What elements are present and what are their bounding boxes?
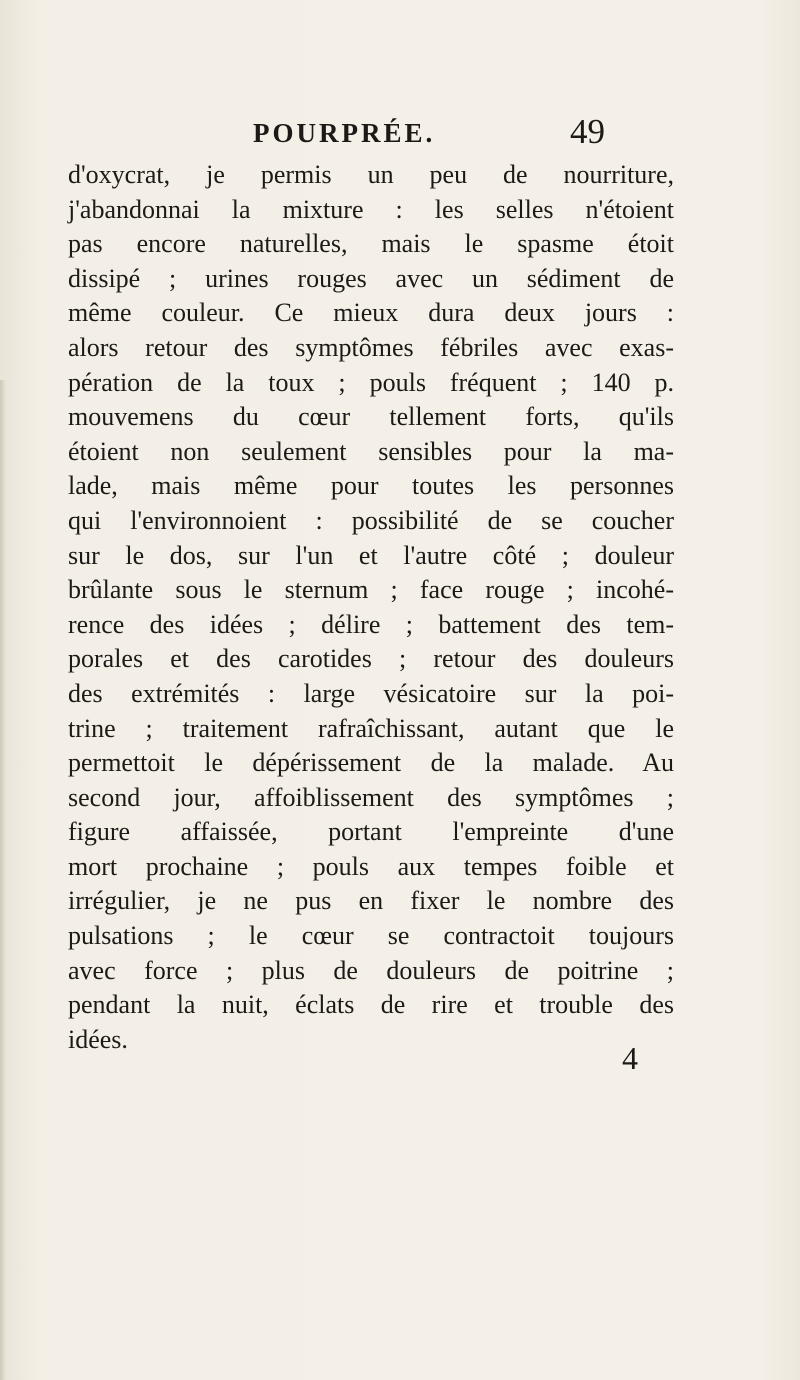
text-line: avec force ; plus de douleurs de poitrine ; bbox=[68, 955, 674, 985]
body-text bbox=[68, 158, 674, 1057]
text-line: figure affaissée, portant l'empreinte d'une bbox=[68, 817, 674, 847]
text-line: dissipé ; urines rouges avec un sédiment de bbox=[68, 263, 674, 293]
text-line: permettoit le dépérissement de la malade. Au bbox=[68, 748, 674, 778]
text-line: étoient non seulement sensibles pour la ma- bbox=[68, 436, 674, 466]
page-edge-shadow bbox=[0, 380, 6, 1380]
text-line: irrégulier, je ne pus en fixer le nombre des bbox=[68, 886, 674, 916]
text-line: alors retour des symptômes fébriles avec exas- bbox=[68, 332, 674, 362]
page-header bbox=[0, 112, 800, 158]
text-line: j'abandonnai la mixture : les selles n'étoient bbox=[68, 194, 674, 224]
text-line: pendant la nuit, éclats de rire et trouble des bbox=[68, 990, 674, 1020]
text-line: mouvemens du cœur tellement forts, qu'ils bbox=[68, 402, 674, 432]
text-line: qui l'environnoient : possibilité de se coucher bbox=[68, 505, 674, 535]
text-line: pération de la toux ; pouls fréquent ; 140 p. bbox=[68, 367, 674, 397]
running-head: POURPRÉE. bbox=[253, 118, 436, 148]
text-line: des extrémités : large vésicatoire sur la poi- bbox=[68, 678, 674, 708]
text-line: brûlante sous le sternum ; face rouge ; incohé- bbox=[68, 575, 674, 605]
text-line: pulsations ; le cœur se contractoit toujours bbox=[68, 921, 674, 951]
text-line: d'oxycrat, je permis un peu de nourriture, bbox=[68, 160, 674, 189]
text-line: mort prochaine ; pouls aux tempes foible et bbox=[68, 851, 674, 881]
text-line: second jour, affoiblissement des symptômes ; bbox=[68, 782, 674, 812]
signature-mark: 4 bbox=[622, 1040, 638, 1076]
page-number: 49 bbox=[570, 112, 605, 151]
text-line: pas encore naturelles, mais le spasme étoit bbox=[68, 229, 674, 259]
text-line-last: idées. bbox=[68, 1024, 128, 1054]
text-line: porales et des carotides ; retour des douleurs bbox=[68, 644, 674, 674]
text-line: même couleur. Ce mieux dura deux jours : bbox=[68, 298, 674, 328]
text-line: rence des idées ; délire ; battement des tem- bbox=[68, 609, 674, 639]
text-line: lade, mais même pour toutes les personnes bbox=[68, 471, 674, 501]
text-line: sur le dos, sur l'un et l'autre côté ; douleur bbox=[68, 540, 674, 570]
text-line: trine ; traitement rafraîchissant, autant que le bbox=[68, 713, 674, 743]
